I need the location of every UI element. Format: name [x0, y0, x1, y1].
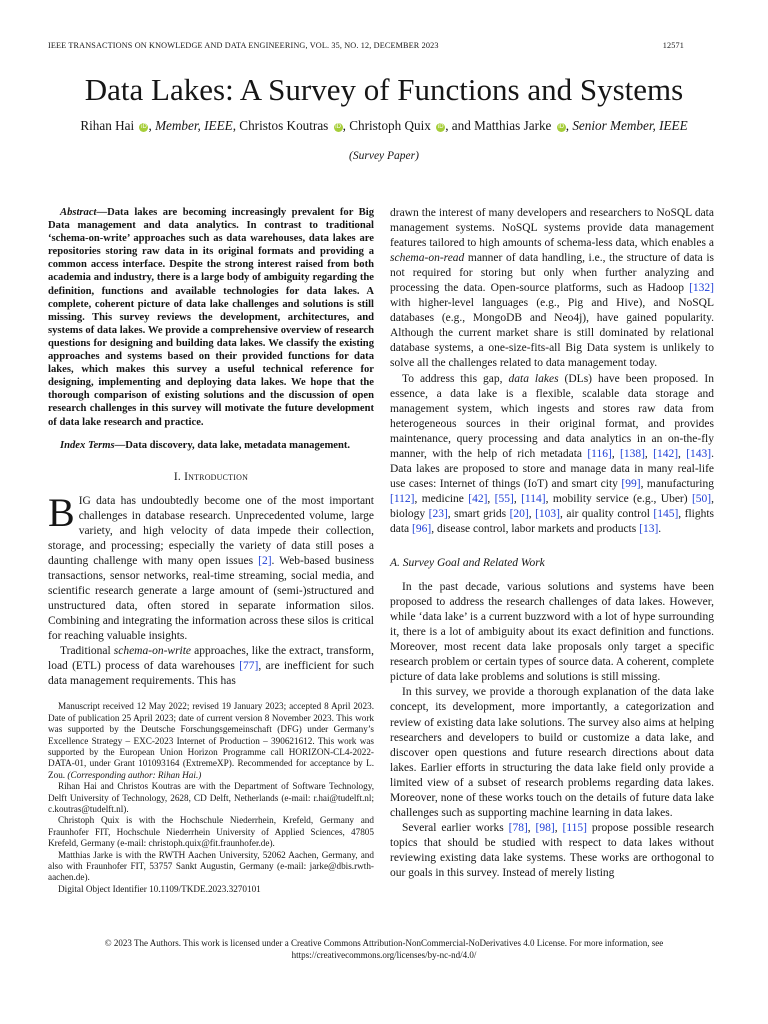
citation-link[interactable]: [142] — [653, 447, 679, 460]
paragraph-text: , medicine — [414, 492, 469, 505]
citation-link[interactable]: [145] — [653, 507, 679, 520]
paragraph-text: , manufacturing — [640, 477, 714, 490]
intro-paragraph — [48, 644, 374, 689]
author-role: Member, IEEE — [155, 118, 233, 133]
citation-link[interactable]: [13] — [639, 522, 659, 535]
body-paragraph: In the past decade, various solutions and systems have been proposed to address the research challenges of data lakes. However, while ‘data lake’ is a current buzzword with a lot of hype surrounding it, there is a lot of ambiguity about its exact definition and functions. Moreover, most recent data lake proposals only target a specific research problem or certain types of source data. A coherent, complete picture of data lake problems and solutions is still missing. — [390, 581, 714, 684]
citation-link[interactable]: [115] — [562, 821, 587, 834]
intro-paragraph — [48, 489, 374, 644]
citation-link[interactable]: [42] — [468, 492, 488, 505]
abstract-lead: Abstract — [60, 207, 97, 218]
author-name: Christos Koutras — [239, 118, 329, 133]
license-url[interactable]: https://creativecommons.org/licenses/by-nc-nd/4.0/ — [291, 949, 477, 960]
orcid-icon[interactable]: iD — [335, 124, 341, 130]
paragraph-text: , mobility service (e.g., Uber) — [545, 492, 692, 505]
citation-link[interactable]: [143] — [686, 447, 712, 460]
paragraph-text: , disease control, labor markets and products — [431, 522, 640, 535]
paragraph-text: . Data lakes are proposed to store and manage data in many real-life use cases: Internet of things (IoT) and smart city — [390, 447, 715, 490]
paragraph-text: , — [513, 492, 522, 505]
paragraph-text: , are inefficient for such data management requirements. This has — [48, 660, 374, 688]
section-title: Introduction — [184, 470, 249, 483]
citation-link[interactable]: [116] — [587, 447, 612, 460]
body-paragraph — [390, 206, 714, 372]
citation-link[interactable]: [132] — [689, 282, 714, 295]
paragraph-text: , — [678, 447, 687, 460]
citation-link[interactable]: [138] — [620, 447, 645, 460]
drop-cap: B — [48, 489, 75, 535]
citation-link[interactable]: [78] — [508, 821, 528, 834]
paragraph-text: Several earlier works — [402, 821, 509, 834]
citation-link[interactable]: [2] — [258, 554, 272, 567]
license-text: © 2023 The Authors. This work is licensed under a Creative Commons Attribution-NonCommercial-NoDerivatives 4.0 License. For more information, see — [104, 938, 664, 948]
orcid-icon[interactable]: iD — [141, 124, 147, 130]
paragraph-text: (DLs) have been proposed. In essence, a data lake is a flexible, scalable data storage and management system, which ingests and stores raw data from heterogeneous sources in their original format, and provides maintenance, query processing and data analytics in an on-the-fly manner, with the help of rich metadata — [390, 372, 714, 460]
paragraph-text: , — [611, 447, 620, 460]
footnote-affiliation: Rihan Hai and Christos Koutras are with the Department of Software Technology, Delft University of Technology, 2628, CD Delft, Netherlands (e-mail: r.hai@tudelft.nl; c.koutras@tudelft.nl). — [48, 781, 374, 814]
citation-link[interactable]: [50] — [691, 492, 712, 505]
paper-title: Data Lakes: A Survey of Functions and Systems — [84, 72, 684, 107]
footnote-text: Manuscript received 12 May 2022; revised 19 January 2023; accepted 8 April 2023. Date of publication 25 April 2023; date of current version 8 November 2023. This work was supported by the Deutsche Forschungsgemeinschaft (DFG) under Germany’s Excellence Strategy – EXC-2023 Internet of Production – 390621612. This work was supported by the European Union Horizon Programme call HORIZON-CL4-2022-DATA-01, under Grant 101093164 (ExtremeXP). Recommended for acceptance by L. Zou. — [48, 701, 374, 780]
paragraph-text: , air quality control — [560, 507, 654, 520]
paragraph-text: approaches, like the extract, transform, load (ETL) process of data warehouses — [48, 645, 374, 673]
citation-link[interactable]: [55] — [494, 492, 514, 505]
paragraph-text: . Web-based business transactions, sensor networks, real-time streaming, social media, and scientific research generate a large amount of (semi-)structured and unstructured data, often stored in separate information silos. Combining and integrating the information across these silos is critical for reaching valuable insights. — [48, 554, 374, 643]
emphasis-text: schema-on-write — [113, 645, 192, 658]
paper-type-label: (Survey Paper) — [349, 150, 419, 162]
citation-link[interactable]: [103] — [535, 507, 561, 520]
paragraph-text: Traditional — [60, 645, 114, 658]
abstract-text: —Data lakes are becoming increasingly prevalent for Big Data management and data analytics. In contrast to traditional ‘schema-on-write’ approaches such as data warehouses, data lakes are repositories storing raw data in its original formats and providing a common access interface. Despite the strong interest raised from both academia and industry, there is a large body of ambiguity regarding the definition, functions and available technologies for data lakes. A complete, coherent picture of data lake challenges and solutions is still missing. This survey reviews the development, architectures, and systems of data lakes. We provide a comprehensive overview of research questions for designing and building data lakes. We classify the existing approaches and systems based on their provided functions for data lakes, which makes this survey a useful technical reference for designing, implementing and deploying data lakes. We hope that the thorough comparison of existing solutions and the discussion of open research challenges in this survey will motivate the future development of data lake research and practice. — [48, 207, 374, 428]
paragraph-text: , — [528, 507, 536, 520]
citation-link[interactable]: [20] — [509, 507, 529, 520]
author-name: Rihan Hai — [80, 118, 135, 133]
index-terms — [48, 439, 374, 452]
citation-link[interactable]: [99] — [621, 477, 641, 490]
index-terms-text: —Data discovery, data lake, metadata management. — [114, 439, 351, 451]
body-paragraph: In this survey, we provide a thorough explanation of the data lake concept, its development, more importantly, a categorization and review of existing data lake solutions. The survey also aims at helping researchers and developers to build or customize a data lake, and discover open questions and future research directions about data lakes. Earlier efforts in structuring the data lake field only provide a limited view of a subset of research problems regarding data lakes. Moreover, none of these works touch on the details of future data lake challenges such as supporting machine learning in data lakes. — [390, 686, 714, 819]
citation-link[interactable]: [77] — [239, 660, 259, 673]
body-paragraph — [390, 821, 714, 881]
author-list: Rihan Hai iD , Member, IEEE, Christos Koutras iD , Christoph Quix iD , and Matthias Jarke iD , Senior Member, IEEE — [80, 118, 688, 133]
index-terms-lead: Index Terms — [60, 439, 115, 451]
corresponding-author: (Corresponding author: Rihan Hai.) — [67, 769, 202, 780]
emphasis-text: schema-on-read — [390, 252, 465, 265]
emphasis-text: data lakes — [508, 372, 559, 385]
paragraph-text: . — [658, 522, 662, 535]
license-notice — [48, 938, 720, 961]
body-paragraph — [390, 372, 714, 538]
right-column — [390, 206, 714, 881]
paragraph-text: propose possible research topics that should be studied with respect to data lakes without reviewing existing data lake systems. These works are orthogonal to our goals in this survey. Instead of merely listing — [390, 821, 715, 879]
paragraph-text: , — [487, 492, 495, 505]
footnotes — [48, 701, 374, 895]
footnote-manuscript — [48, 701, 374, 781]
citation-link[interactable]: [112] — [390, 492, 415, 505]
section-heading-introduction — [48, 470, 374, 485]
paragraph-text: with higher-level languages (e.g., Pig and Hive), and NoSQL databases (e.g., MongoDB and Neo4j), have gained popularity. Although the current market share is still dominated by relational database systems, a one-size-fits-all Big Data system is unlikely to solve all the challenges related to data management today. — [390, 297, 714, 370]
footnote-doi: Digital Object Identifier 10.1109/TKDE.2023.3270101 — [58, 883, 261, 894]
citation-link[interactable]: [98] — [535, 821, 555, 834]
footnote-affiliation: Matthias Jarke is with the RWTH Aachen University, 52062 Aachen, Germany, and also with Fraunhofer FIT, 53757 Sankt Augustin, Germany (e-mail: jarke@dbis.rwth-aachen.de). — [48, 849, 374, 883]
paragraph-text: IG data has undoubtedly become one of the most important challenges in database research. Unprecedented volume, large variety, and high velocity of data impede their collection, storage, and processing; especially the variety of data still poses a daunting challenge with many open issues — [48, 494, 374, 567]
paragraph-text: , — [644, 447, 654, 460]
paragraph-text: , — [554, 821, 563, 834]
citation-link[interactable]: [96] — [412, 522, 432, 535]
section-numeral: I. — [173, 470, 181, 483]
journal-name: IEEE TRANSACTIONS ON KNOWLEDGE AND DATA ENGINEERING, VOL. 35, NO. 12, DECEMBER 2023 — [48, 41, 439, 50]
page-number: 12571 — [662, 41, 684, 50]
author-conjunction: and — [451, 118, 471, 133]
orcid-icon[interactable]: iD — [437, 124, 444, 130]
orcid-icon[interactable]: iD — [558, 124, 565, 130]
paragraph-text: , flights data — [390, 507, 715, 535]
paragraph-text: manner of data handling, i.e., the structure of data is not required for storing but only when further analyzing and processing the data. Open-source platforms, such as Hadoop — [390, 252, 714, 295]
paragraph-text: drawn the interest of many developers and researchers to NoSQL data management systems. NoSQL systems provide data management features tailored to high amounts of schema-less data, which enables a — [390, 207, 714, 250]
author-role: Senior Member, IEEE — [572, 118, 688, 133]
paragraph-text: , smart grids — [447, 507, 510, 520]
running-header — [48, 41, 684, 50]
subsection-heading: A. Survey Goal and Related Work — [390, 557, 545, 570]
paragraph-text: , biology — [390, 492, 715, 520]
left-column — [48, 206, 374, 895]
citation-link[interactable]: [23] — [428, 507, 448, 520]
author-name: Matthias Jarke — [474, 118, 552, 133]
paragraph-text: , — [527, 821, 536, 834]
footnote-affiliation: Christoph Quix is with the Hochschule Niederrhein, Krefeld, Germany and Fraunhofer FIT, Hochschule Niederrhein University of Applied Sciences, 47805 Krefeld, Germany (e-mail: christoph.quix@fit.fraunhofer.de). — [48, 815, 374, 849]
abstract — [48, 206, 374, 429]
author-name: Christoph Quix — [349, 118, 431, 133]
paragraph-text: To address this gap, — [402, 372, 509, 385]
citation-link[interactable]: [114] — [521, 492, 546, 505]
